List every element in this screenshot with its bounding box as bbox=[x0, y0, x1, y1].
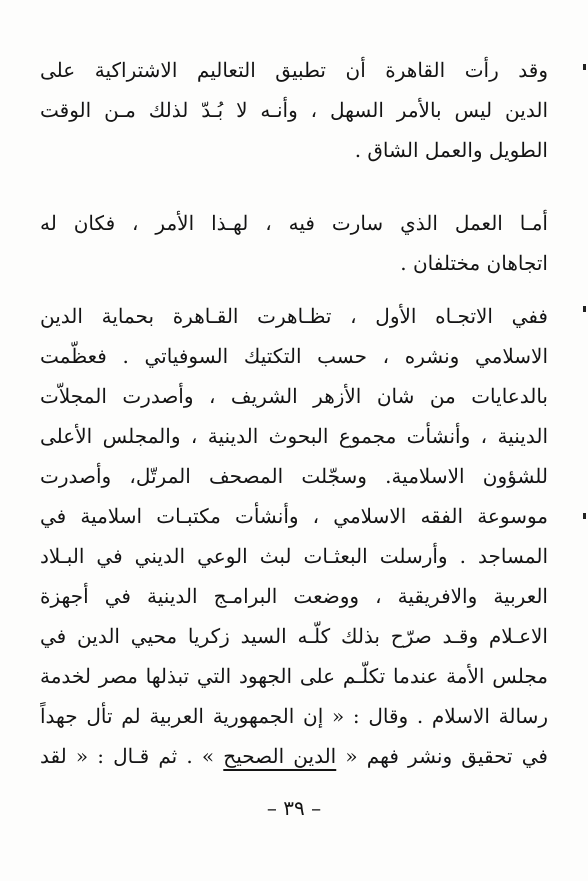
text-line: رسالة الاسلام . وقال : « إن الجمهورية العربية لم تأل جهداً bbox=[40, 704, 548, 728]
text-line: الدينية ، وأنشأت مجموع البحوث الدينية ، والمجلس الأعلى bbox=[40, 424, 548, 448]
text-line: الاعـلام وقـد صرّح بذلك كلّـه السيد زكريا محيي الدين في bbox=[40, 624, 548, 648]
underlined-phrase: الدين الصحيح bbox=[223, 744, 337, 768]
text-line: أمـا العمل الذي سارت فيه ، لهـذا الأمر ، فكان له bbox=[40, 211, 548, 235]
text-line: بالدعايات من شان الأزهر الشريف ، وأصدرت المجلاّت bbox=[40, 384, 548, 408]
text-line: وقد رأت القاهرة أن تطبيق التعاليم الاشتراكية على bbox=[40, 58, 548, 82]
text-line: مجلس الأمة عندما تكلّـم على الجهود التي تبذلها مصر لخدمة bbox=[40, 664, 548, 688]
paragraph-2 bbox=[40, 203, 548, 283]
text-line: اتجاهان مختلفان . bbox=[400, 251, 548, 275]
page-number: – ٣٩ – bbox=[266, 796, 322, 820]
text-line: العربية والافريقية ، ووضعت البرامـج الدينية في أجهزة bbox=[40, 584, 548, 608]
paragraph-1 bbox=[40, 50, 548, 170]
text-line: المساجد . وأرسلت البعثـات لبث الوعي الديني في البـلاد bbox=[40, 544, 548, 568]
scan-edge-mark bbox=[583, 513, 586, 519]
text-segment: » . ثم قـال : « لقد bbox=[40, 744, 224, 768]
text-line: ففي الاتجـاه الأول ، تظـاهرت القـاهرة بحماية الدين bbox=[40, 304, 548, 328]
scan-edge-mark bbox=[583, 306, 586, 312]
text-segment: في تحقيق ونشر فهم « bbox=[336, 744, 548, 768]
text-line: موسوعة الفقه الاسلامي ، وأنشأت مكتبـات اسلامية في bbox=[40, 504, 548, 528]
text-line-final bbox=[40, 736, 548, 776]
paragraph-3 bbox=[40, 296, 548, 776]
text-line: للشؤون الاسلامية. وسجّلت المصحف المرتّل، وأصدرت bbox=[40, 464, 548, 488]
text-line: الطويل والعمل الشاق . bbox=[354, 138, 548, 162]
scan-edge-mark bbox=[583, 64, 586, 70]
text-line: الاسلامي ونشره ، حسب التكتيك السوفياتي . فعظّمت bbox=[40, 344, 548, 368]
text-line: الدين ليس بالأمر السهل ، وأنـه لا بُـدّ لذلك مـن الوقت bbox=[40, 98, 548, 122]
